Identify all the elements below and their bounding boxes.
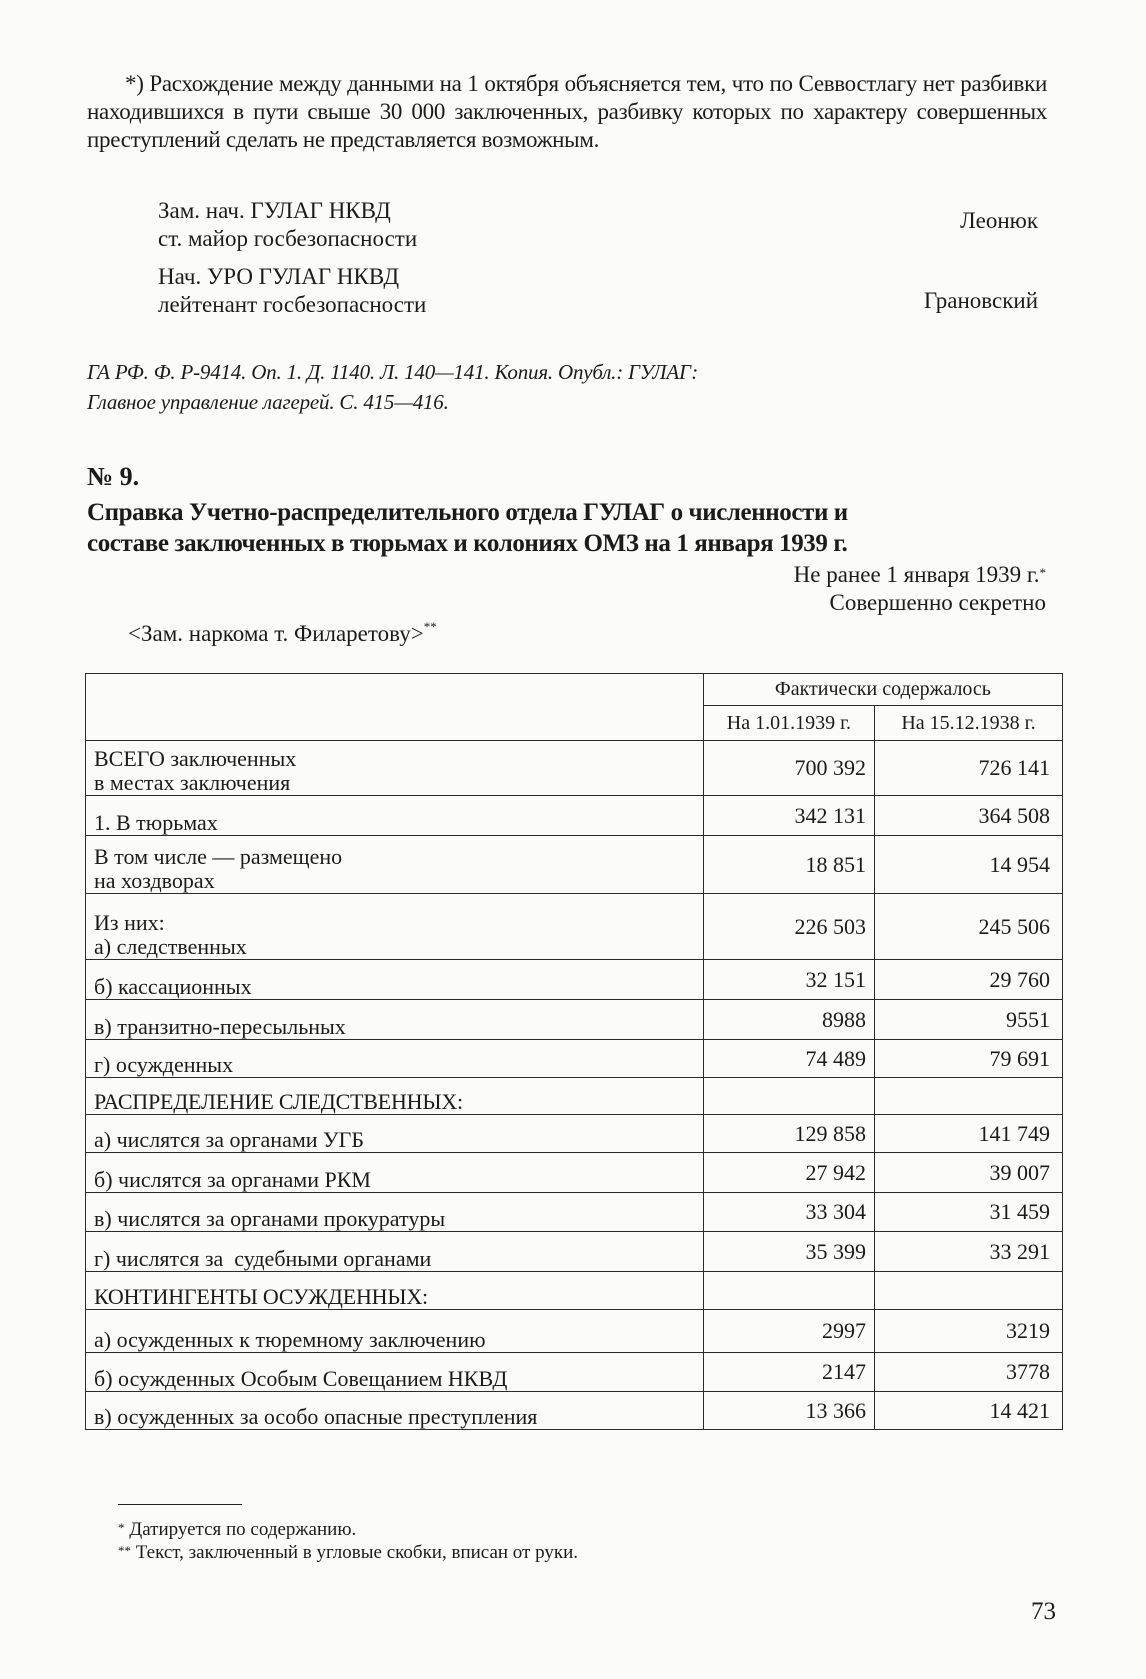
value-1939: 27 942 [703, 1153, 874, 1193]
document-number: № 9. [87, 462, 140, 491]
value-1938 [874, 1272, 1062, 1310]
signatory-name: Грановский [923, 288, 1038, 313]
row-label: г) числятся за судебными органами [86, 1232, 704, 1272]
table-row [86, 1153, 1063, 1193]
value-1938: 3778 [874, 1353, 1062, 1392]
section-header-row [86, 1272, 1063, 1310]
row-label: г) осужденных [86, 1040, 704, 1078]
table-row [86, 1353, 1063, 1392]
prisoners-table [85, 673, 1063, 1430]
value-1938 [874, 1078, 1062, 1115]
section-label: КОНТИНГЕНТЫ ОСУЖДЕННЫХ: [86, 1272, 704, 1310]
page-number: 73 [1031, 1598, 1056, 1625]
archive-reference [87, 357, 987, 417]
value-1939: 33 304 [703, 1193, 874, 1232]
row-label: В том числе — размещено на хоздворах [86, 836, 704, 894]
signature-block-2 [158, 263, 1038, 319]
table-row [86, 1310, 1063, 1353]
value-1939: 74 489 [703, 1040, 874, 1078]
column-header-1938-12-15: На 15.12.1938 г. [874, 706, 1062, 741]
table-row [86, 1232, 1063, 1272]
row-label: б) осужденных Особым Совещанием НКВД [86, 1353, 704, 1392]
value-1938: 33 291 [874, 1232, 1062, 1272]
table-row [86, 1392, 1063, 1430]
archive-reference-line-1: ГА РФ. Ф. Р-9414. Оп. 1. Д. 1140. Л. 140—141. Копия. Опубл.: ГУЛАГ: [87, 360, 699, 384]
table-row [86, 796, 1063, 836]
table-row [86, 836, 1063, 894]
footnote-1: * Датируется по содержанию. [118, 1519, 357, 1540]
value-1938: 31 459 [874, 1193, 1062, 1232]
document-title [87, 497, 1047, 559]
table-row [86, 1040, 1063, 1078]
value-1939: 35 399 [703, 1232, 874, 1272]
value-1939: 13 366 [703, 1392, 874, 1430]
row-label: в) транзитно-пересыльных [86, 1000, 704, 1040]
value-1939: 18 851 [703, 836, 874, 894]
value-1939: 129 858 [703, 1115, 874, 1153]
signatory-rank: ст. майор госбезопасности [158, 226, 418, 251]
value-1938: 79 691 [874, 1040, 1062, 1078]
value-1939: 2147 [703, 1353, 874, 1392]
value-1939 [703, 1272, 874, 1310]
signatory-rank: лейтенант госбезопасности [158, 292, 427, 317]
document-date [794, 561, 1046, 589]
signatory-name: Леонюк [960, 208, 1038, 233]
value-1938: 364 508 [874, 796, 1062, 836]
value-1939 [703, 1078, 874, 1115]
column-header-1939-01-01: На 1.01.1939 г. [703, 706, 874, 741]
footnote-2: ** Текст, заключенный в угловые скобки, вписан от руки. [118, 1542, 579, 1563]
table-row [86, 1115, 1063, 1153]
signature-block-1 [158, 197, 1038, 253]
value-1938: 14 421 [874, 1392, 1062, 1430]
document-date-text: Не ранее 1 января 1939 г. [793, 562, 1040, 587]
table-row [86, 1193, 1063, 1232]
table-row [86, 894, 1063, 960]
value-1938: 29 760 [874, 960, 1062, 1000]
addressee [128, 621, 437, 647]
value-1938: 245 506 [874, 894, 1062, 960]
value-1939: 8988 [703, 1000, 874, 1040]
section-label: РАСПРЕДЕЛЕНИЕ СЛЕДСТВЕННЫХ: [86, 1078, 704, 1115]
value-1938: 39 007 [874, 1153, 1062, 1193]
row-label: а) числятся за органами УГБ [86, 1115, 704, 1153]
archive-reference-line-2: Главное управление лагерей. С. 415—416. [87, 390, 449, 414]
value-1938: 726 141 [874, 741, 1062, 796]
table-row [86, 960, 1063, 1000]
row-label: Из них: а) следственных [86, 894, 704, 960]
group-header: Фактически содержалось [703, 674, 1062, 706]
value-1938: 9551 [874, 1000, 1062, 1040]
value-1938: 14 954 [874, 836, 1062, 894]
row-label: 1. В тюрьмах [86, 796, 704, 836]
footnotes [118, 1518, 578, 1564]
signatory-position: Нач. УРО ГУЛАГ НКВД [158, 264, 400, 289]
table-row [86, 741, 1063, 796]
table-row [86, 1000, 1063, 1040]
addressee-text: <Зам. наркома т. Филаретову> [128, 621, 424, 646]
footnote-marker: * [1039, 565, 1046, 580]
row-label: ВСЕГО заключенных в местах заключения [86, 741, 704, 796]
value-1938: 141 749 [874, 1115, 1062, 1153]
classification-stamp: Совершенно секретно [829, 590, 1046, 615]
value-1939: 2997 [703, 1310, 874, 1353]
row-label: в) осужденных за особо опасные преступления [86, 1392, 704, 1430]
row-label: в) числятся за органами прокуратуры [86, 1193, 704, 1232]
footnote-divider [118, 1504, 242, 1505]
section-header-row [86, 1078, 1063, 1115]
document-title-line-1: Справка Учетно-распределительного отдела ГУЛАГ о численности и [87, 499, 848, 526]
value-1939: 700 392 [703, 741, 874, 796]
table-corner-cell [86, 674, 704, 741]
prior-document-note: *) Расхождение между данными на 1 октября объясняется тем, что по Севвостлагу нет разбивки находившихся в пути свыше 30 000 заключенных, разбивку которых по характеру совершенных преступлений сделать не представляется возможным. [87, 71, 1047, 152]
signatory-position: Зам. нач. ГУЛАГ НКВД [158, 198, 391, 223]
row-label: а) осужденных к тюремному заключению [86, 1310, 704, 1353]
document-title-line-2: составе заключенных в тюрьмах и колониях ОМЗ на 1 января 1939 г. [87, 530, 848, 557]
row-label: б) числятся за органами РКМ [86, 1153, 704, 1193]
footnote-marker: ** [423, 619, 437, 634]
value-1939: 342 131 [703, 796, 874, 836]
value-1938: 3219 [874, 1310, 1062, 1353]
row-label: б) кассационных [86, 960, 704, 1000]
value-1939: 226 503 [703, 894, 874, 960]
value-1939: 32 151 [703, 960, 874, 1000]
